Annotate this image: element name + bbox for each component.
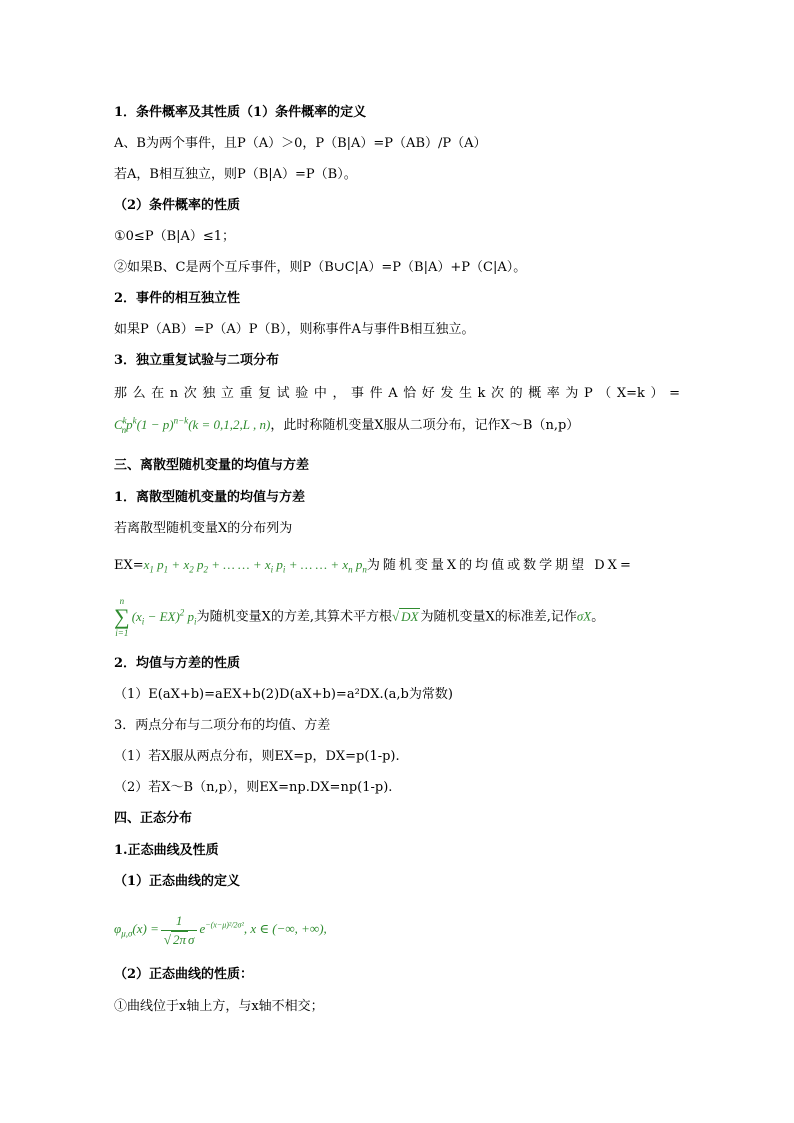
normal-density-formula: $\varphi_{\mu,\sigma}(x)$ = $\frac{1}{\text{√ 2π σ}}$ $e^{-(x-\mu)^2/2\sigma^2}$, x ∈ (−∞, +∞), [114,913,327,947]
two-point-title: 3．两点分布与二项分布的均值、方差 [114,718,331,733]
property-2: ②如果B、C是两个互斥事件，则P（B∪C|A）=P（B|A）+P（C|A）。 [114,260,527,275]
sum-symbol: n ∑ i=1 [114,596,130,638]
two-point-2: （2）若X～B（n,p），则EX=np.DX=np(1-p). [114,780,393,795]
property-title: （2）条件概率的性质 [114,198,241,213]
section-1-title: 1．条件概率及其性质（1）条件概率的定义 [114,105,367,120]
conditional-prob-definition: A、B为两个事件，且P（A）＞0，P（B|A）=P（AB）/P（A） [114,136,487,151]
distribution-text: 若离散型随机变量X的分布列为 [114,521,293,536]
expectation-formula: $x_1$ $p_1 + x_2$ $p_2$ + … … + $x_i$ $p_i$ + … … + $x_n$ $p_n$ [143,557,367,575]
binomial-text: 那么在n次独立重复试验中，事件A恰好发生k次的概率为P（X=k）= [114,386,680,401]
independence-definition: 如果P（AB）=P（A）P（B），则称事件A与事件B相互独立。 [114,322,475,337]
mean-variance-property-1: （1）E(aX+b)=aEX+b(2)D(aX+b)=a²DX.(a,b为常数) [114,687,453,702]
chapter-4-sub-title: 1.正态曲线及性质 [114,843,219,858]
binomial-formula: $C^k_np^k(1 - p)^{n-k}(k = 0,1,2,L$ , n) [114,415,271,435]
expectation-line: $EX=x_1$ $p_1 + x_2$ $p_2$ + … … + $x_i$ $p_i$ + … … + $x_n$ $p_n$为随机变量X的均值或数学期望 DX= [114,557,634,575]
sigma-x: σX [576,608,592,624]
normal-curve-prop-1: ①曲线位于x轴上方，与x轴不相交； [114,999,324,1014]
variance-formula: $(x_i - EX)^2$ $p_i$ [131,607,197,627]
section-3-title: 3．独立重复试验与二项分布 [114,353,280,368]
chapter-4-title: 四、正态分布 [114,811,193,826]
mean-variance-properties-title: 2．均值与方差的性质 [114,656,241,671]
variance-line: n ∑ $i=1(x_i - EX)^2$ $p_i$为随机变量X的方差,其算术平方根√ DX 为随机变量X的标准差,记作σX。 [114,596,605,638]
normal-curve-prop-title: （2）正态曲线的性质： [114,967,254,982]
independence-text: 若A，B相互独立，则P（B|A）=P（B）。 [114,167,357,182]
property-1: ①0≤P（B|A）≤1； [114,229,236,244]
binomial-formula-line: $C^k_np^k(1 - p)^{n-k}(k = 0,1,2,L$ , n)，此时称随机变量X服从二项分布，记作X～B（n,p） [114,415,580,435]
chapter-3-sub-title: 1．离散型随机变量的均值与方差 [114,490,306,505]
two-point-1: （1）若X服从两点分布，则EX=p，DX=p(1-p). [114,749,400,764]
normal-formula-line [114,912,327,949]
sqrt-dx: √ DX [391,608,419,624]
normal-curve-def-title: （1）正态曲线的定义 [114,874,241,889]
section-2-title: 2．事件的相互独立性 [114,291,241,306]
chapter-3-title: 三、离散型随机变量的均值与方差 [114,458,310,473]
